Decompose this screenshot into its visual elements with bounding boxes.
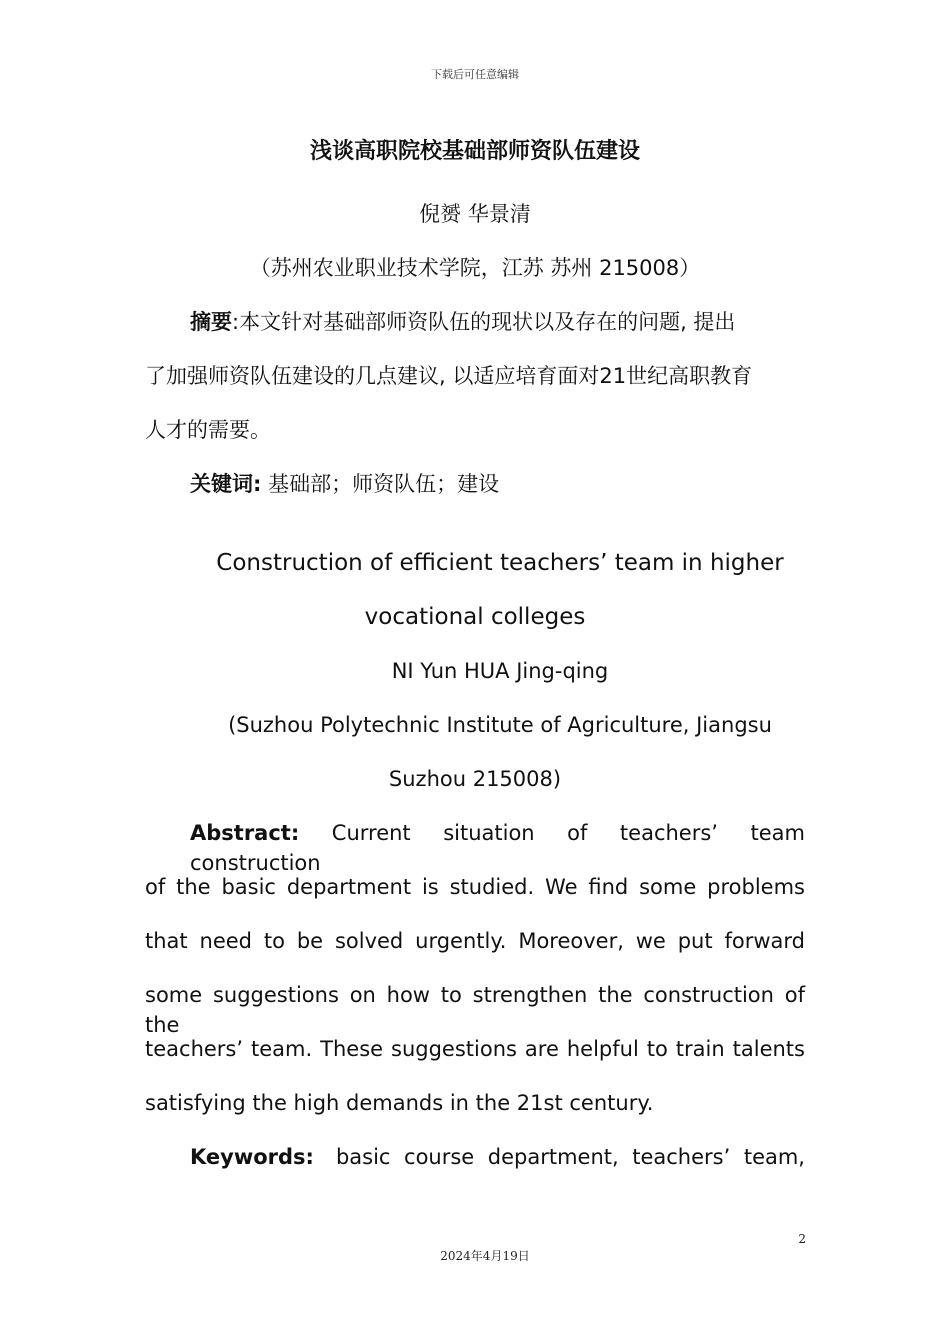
chinese-title: 浅谈高职院校基础部师资队伍建设 bbox=[309, 139, 640, 164]
english-authors: NI Yun HUA Jing-qing bbox=[391, 659, 609, 683]
english-abstract-line-5: teachers’ team. These suggestions are helpful to train talents bbox=[145, 1037, 805, 1061]
chinese-authors: 倪赟 华景清 bbox=[419, 202, 531, 226]
english-keywords-label: Keywords: bbox=[190, 1145, 314, 1169]
english-abstract-line-6: satisfying the high demands in the 21st century. bbox=[145, 1091, 654, 1115]
english-abstract-text-1: Current situation of teachers’ team construction bbox=[190, 821, 805, 875]
chinese-keywords bbox=[190, 469, 805, 499]
chinese-keywords-label: 关键词: bbox=[190, 472, 262, 496]
page-number: 2 bbox=[798, 1232, 806, 1246]
english-abstract-label: Abstract: bbox=[190, 821, 300, 845]
english-abstract-line-3: that need to be solved urgently. Moreover, we put forward bbox=[145, 929, 805, 953]
english-keywords-value: basic course department, teachers’ team, bbox=[335, 1145, 805, 1169]
chinese-abstract-text-1: :本文针对基础部师资队伍的现状以及存在的问题, 提出 bbox=[232, 310, 736, 334]
english-title-line-2: vocational colleges bbox=[364, 604, 586, 630]
chinese-abstract-line-3: 人才的需要。 bbox=[145, 418, 271, 442]
english-affiliation-line-1: (Suzhou Polytechnic Institute of Agriculture, Jiangsu bbox=[228, 713, 772, 737]
english-abstract-line-2: of the basic department is studied. We find some problems bbox=[145, 875, 805, 899]
chinese-abstract-label: 摘要 bbox=[190, 310, 232, 334]
page-header: 下载后可任意编辑 bbox=[431, 68, 519, 81]
english-abstract-line-4: some suggestions on how to strengthen the construction of the bbox=[145, 983, 805, 1037]
page-footer-date: 2024年4月19日 bbox=[440, 1249, 530, 1263]
chinese-keywords-value: 基础部；师资队伍；建设 bbox=[261, 472, 500, 496]
chinese-abstract-line-1 bbox=[190, 307, 805, 337]
chinese-abstract-line-2: 了加强师资队伍建设的几点建议, 以适应培育面对21世纪高职教育 bbox=[145, 364, 753, 388]
english-affiliation-line-2: Suzhou 215008) bbox=[388, 767, 562, 791]
english-title-line-1: Construction of efficient teachers’ team in higher bbox=[216, 550, 784, 576]
english-abstract-line-1 bbox=[190, 818, 805, 878]
chinese-affiliation: （苏州农业职业技术学院，江苏 苏州 215008） bbox=[249, 256, 701, 280]
english-keywords bbox=[190, 1142, 805, 1172]
